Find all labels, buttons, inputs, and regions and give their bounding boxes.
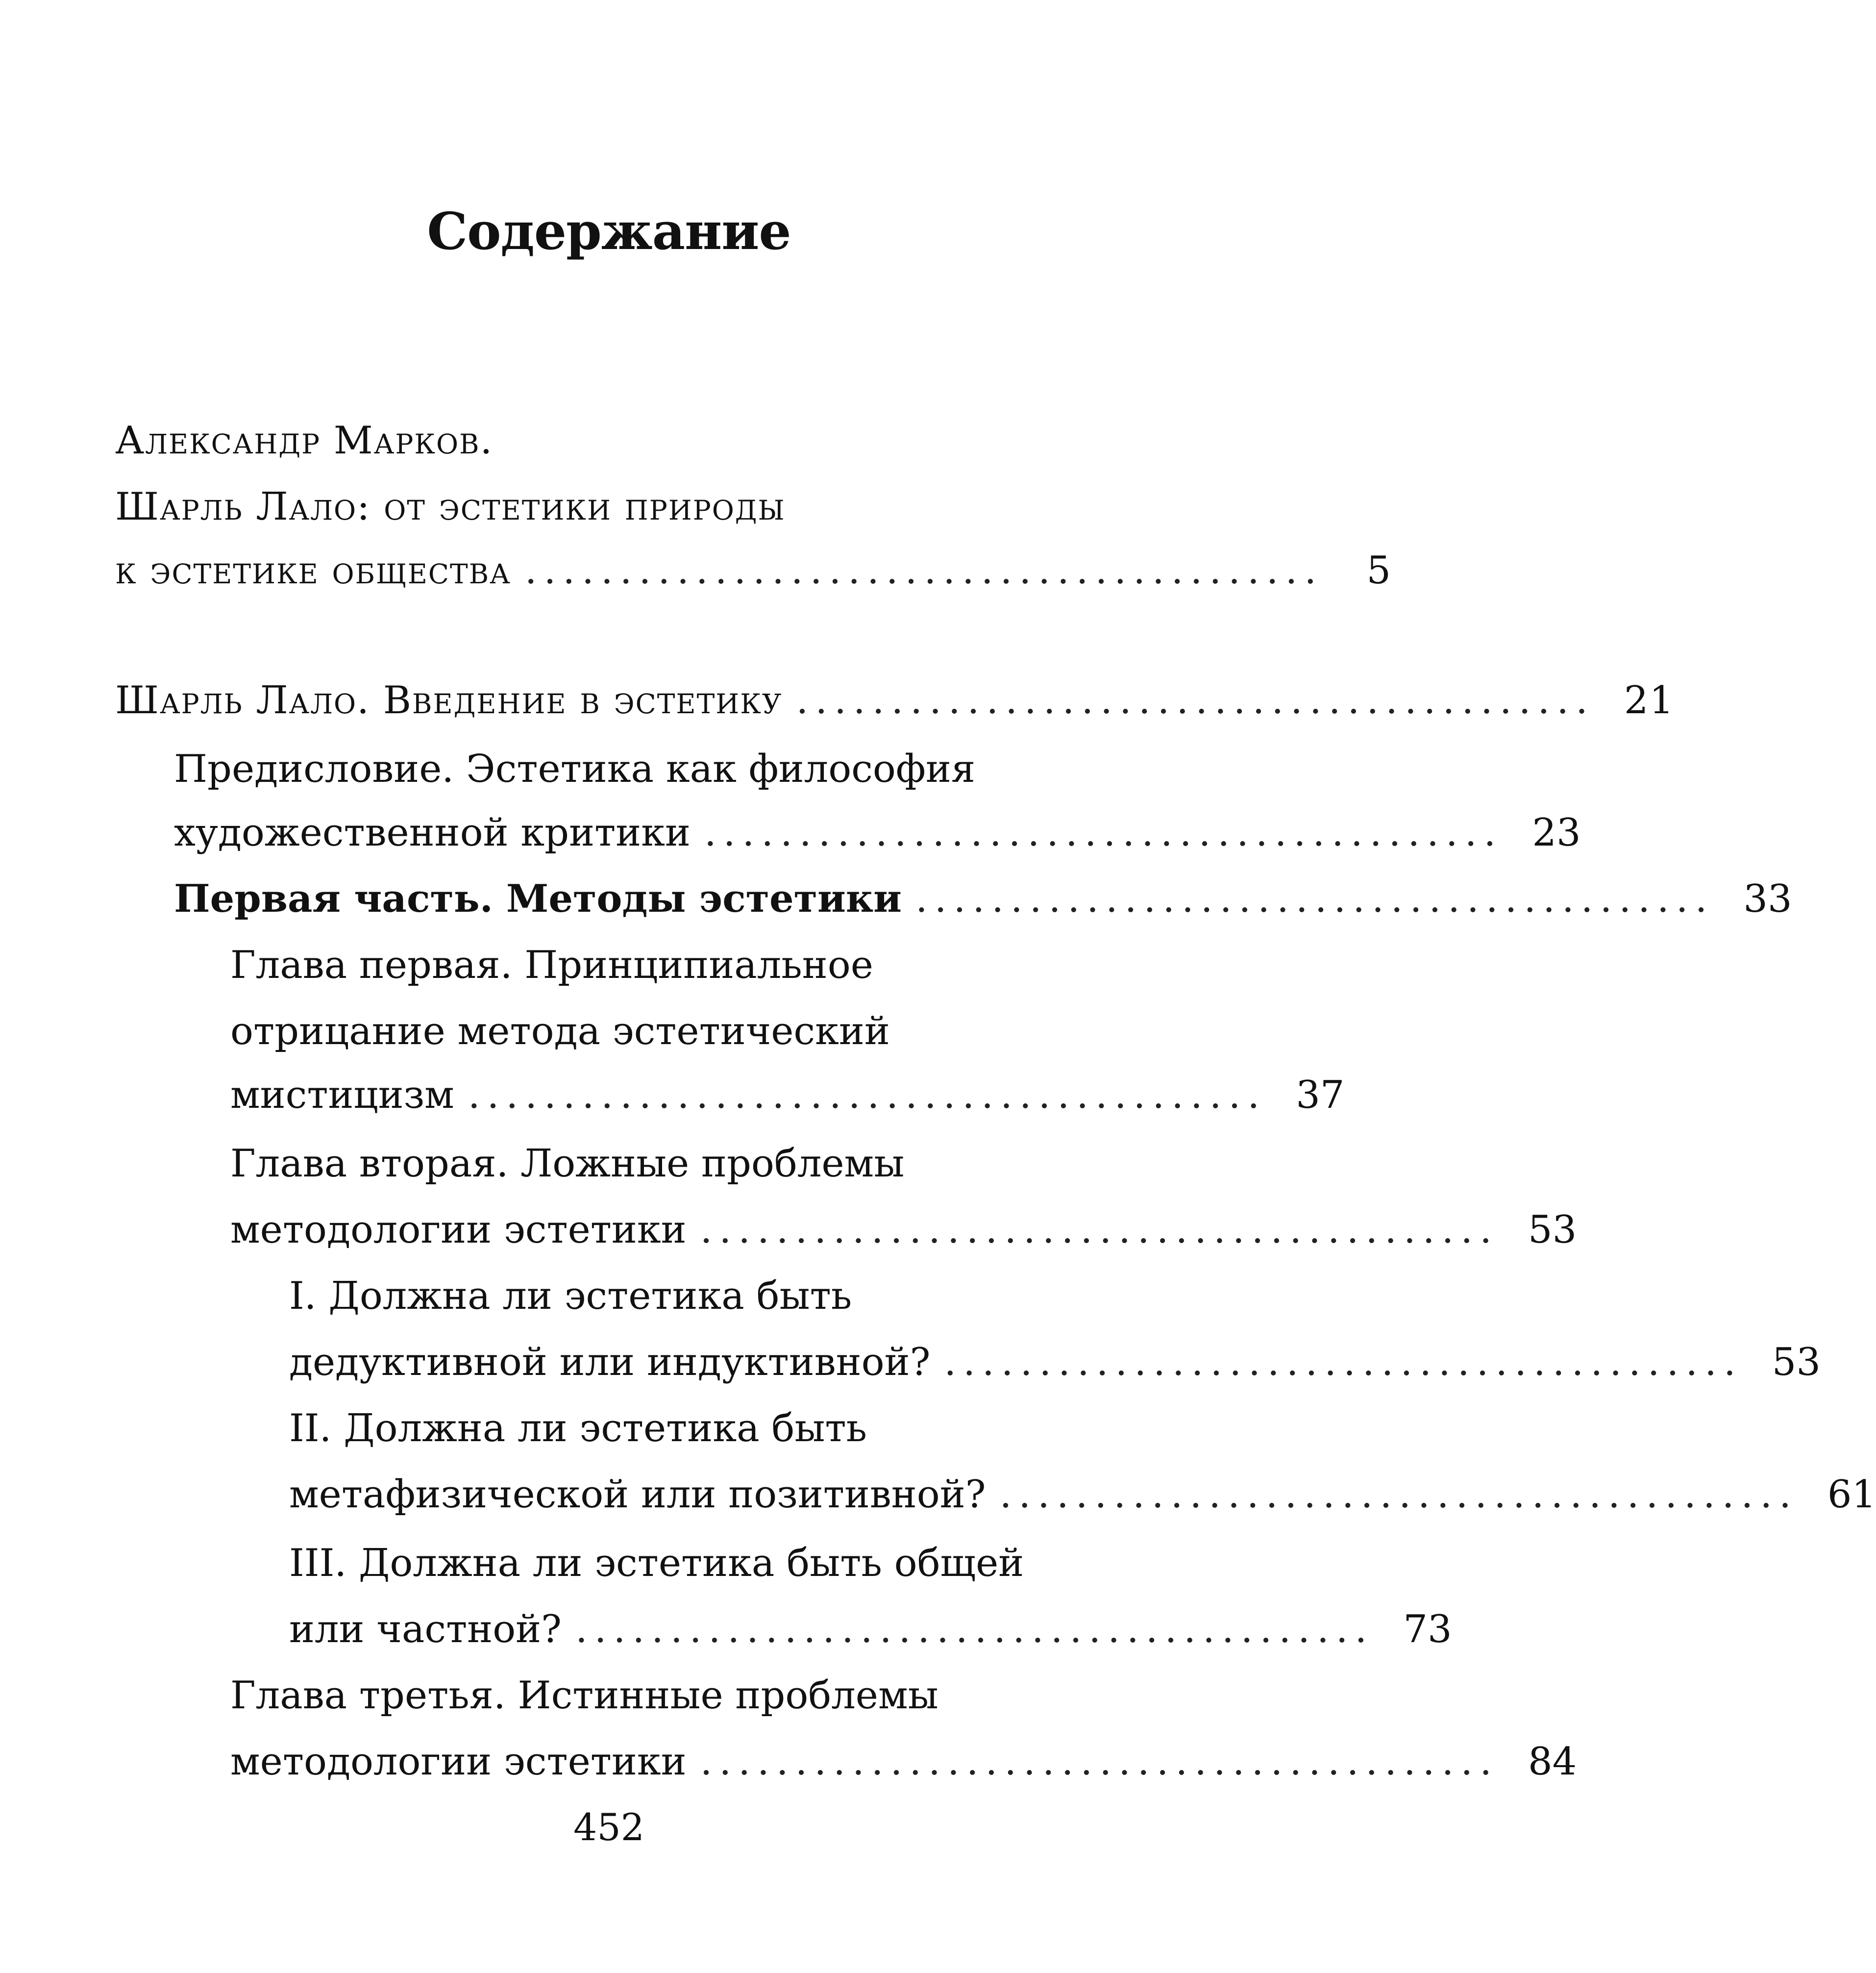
toc-entry-text: II. Должна ли эстетика быть [289, 1406, 867, 1450]
toc-entry-text: Глава вторая. Ложные проблемы [230, 1142, 905, 1186]
toc-entry-text: методологии эстетики [230, 1208, 687, 1252]
toc-entry-text: Глава третья. Истинные проблемы [230, 1673, 938, 1718]
toc-entry-text: Первая часть. Методы эстетики [174, 876, 902, 921]
page-number: 73 [1403, 1607, 1452, 1651]
page-folio-number: 452 [573, 1805, 645, 1849]
toc-entry-section2-line2[interactable] [289, 1473, 1876, 1517]
toc-entry-section1-line1 [289, 1274, 1115, 1318]
leader-dots: .......................................... [944, 1340, 1743, 1384]
leader-dots: .......................................... [796, 678, 1595, 723]
toc-entry-chapter3-line1 [230, 1673, 1115, 1718]
page-number: 37 [1296, 1073, 1345, 1117]
toc-entry-part-one[interactable] [174, 876, 1792, 921]
toc-entry-chapter2-line2[interactable] [230, 1208, 1577, 1252]
toc-entry-text: I. Должна ли эстетика быть [289, 1274, 852, 1318]
toc-entry-chapter1-line2 [230, 1009, 1115, 1053]
toc-entry-preface-line1 [174, 747, 1115, 791]
toc-entry-chapter1-line3[interactable] [230, 1073, 1345, 1117]
toc-entry-markov-author [115, 419, 1115, 463]
toc-entry-text: Шарль Лало: от эстетики природы [115, 485, 786, 529]
toc-entry-text: методологии эстетики [230, 1740, 687, 1784]
page-number: 53 [1772, 1340, 1821, 1384]
toc-entry-preface-line2[interactable] [174, 811, 1581, 855]
page-number: 53 [1528, 1208, 1577, 1252]
toc-entry-chapter2-line1 [230, 1142, 1115, 1186]
toc-entry-markov-title-line2[interactable] [115, 549, 1392, 593]
toc-entry-chapter3-line2[interactable] [230, 1740, 1577, 1784]
toc-entry-text: художественной критики [174, 811, 691, 855]
toc-entry-text: мистицизм [230, 1073, 454, 1117]
toc-entry-text: III. Должна ли эстетика быть общей [289, 1541, 1024, 1585]
page-number: 33 [1743, 877, 1792, 921]
toc-entry-text: Предисловие. Эстетика как философия [174, 747, 976, 791]
page-number: 84 [1528, 1740, 1577, 1784]
toc-entry-text: Александр Марков. [115, 419, 494, 463]
page-number: 21 [1624, 678, 1675, 723]
leader-dots: .......................................... [468, 1073, 1267, 1117]
toc-entry-lalo-introduction[interactable] [115, 678, 1675, 723]
toc-entry-markov-title-line1 [115, 485, 1115, 529]
toc-entry-text: или частной? [289, 1607, 562, 1651]
toc-entry-text: Глава первая. Принципиальное [230, 943, 873, 987]
page-number: 61 [1827, 1473, 1876, 1517]
page-number: 5 [1366, 549, 1392, 593]
toc-entry-section3-line1 [289, 1541, 1115, 1585]
toc-entry-text: отрицание метода эстетический [230, 1009, 890, 1053]
leader-dots: .......................................... [575, 1607, 1374, 1651]
page-title: Содержание [427, 201, 791, 261]
toc-entry-text: дедуктивной или индуктивной? [289, 1340, 931, 1384]
toc-entry-text: к эстетике общества [115, 549, 511, 593]
toc-entry-section2-line1 [289, 1406, 1115, 1450]
leader-dots: .......................................... [999, 1473, 1798, 1517]
leader-dots: .......................................... [524, 549, 1324, 593]
toc-entry-chapter1-line1 [230, 943, 1115, 987]
toc-entry-section3-line2[interactable] [289, 1607, 1452, 1651]
toc-entry-section1-line2[interactable] [289, 1340, 1821, 1384]
toc-entry-text: Шарль Лало. Введение в эстетику [115, 678, 783, 723]
leader-dots: .......................................... [700, 1740, 1499, 1784]
leader-dots: .......................................... [700, 1208, 1499, 1252]
page-number: 23 [1532, 811, 1581, 855]
leader-dots: .......................................... [704, 811, 1503, 855]
toc-entry-text: метафизической или позитивной? [289, 1473, 986, 1517]
leader-dots: .......................................... [915, 877, 1714, 921]
